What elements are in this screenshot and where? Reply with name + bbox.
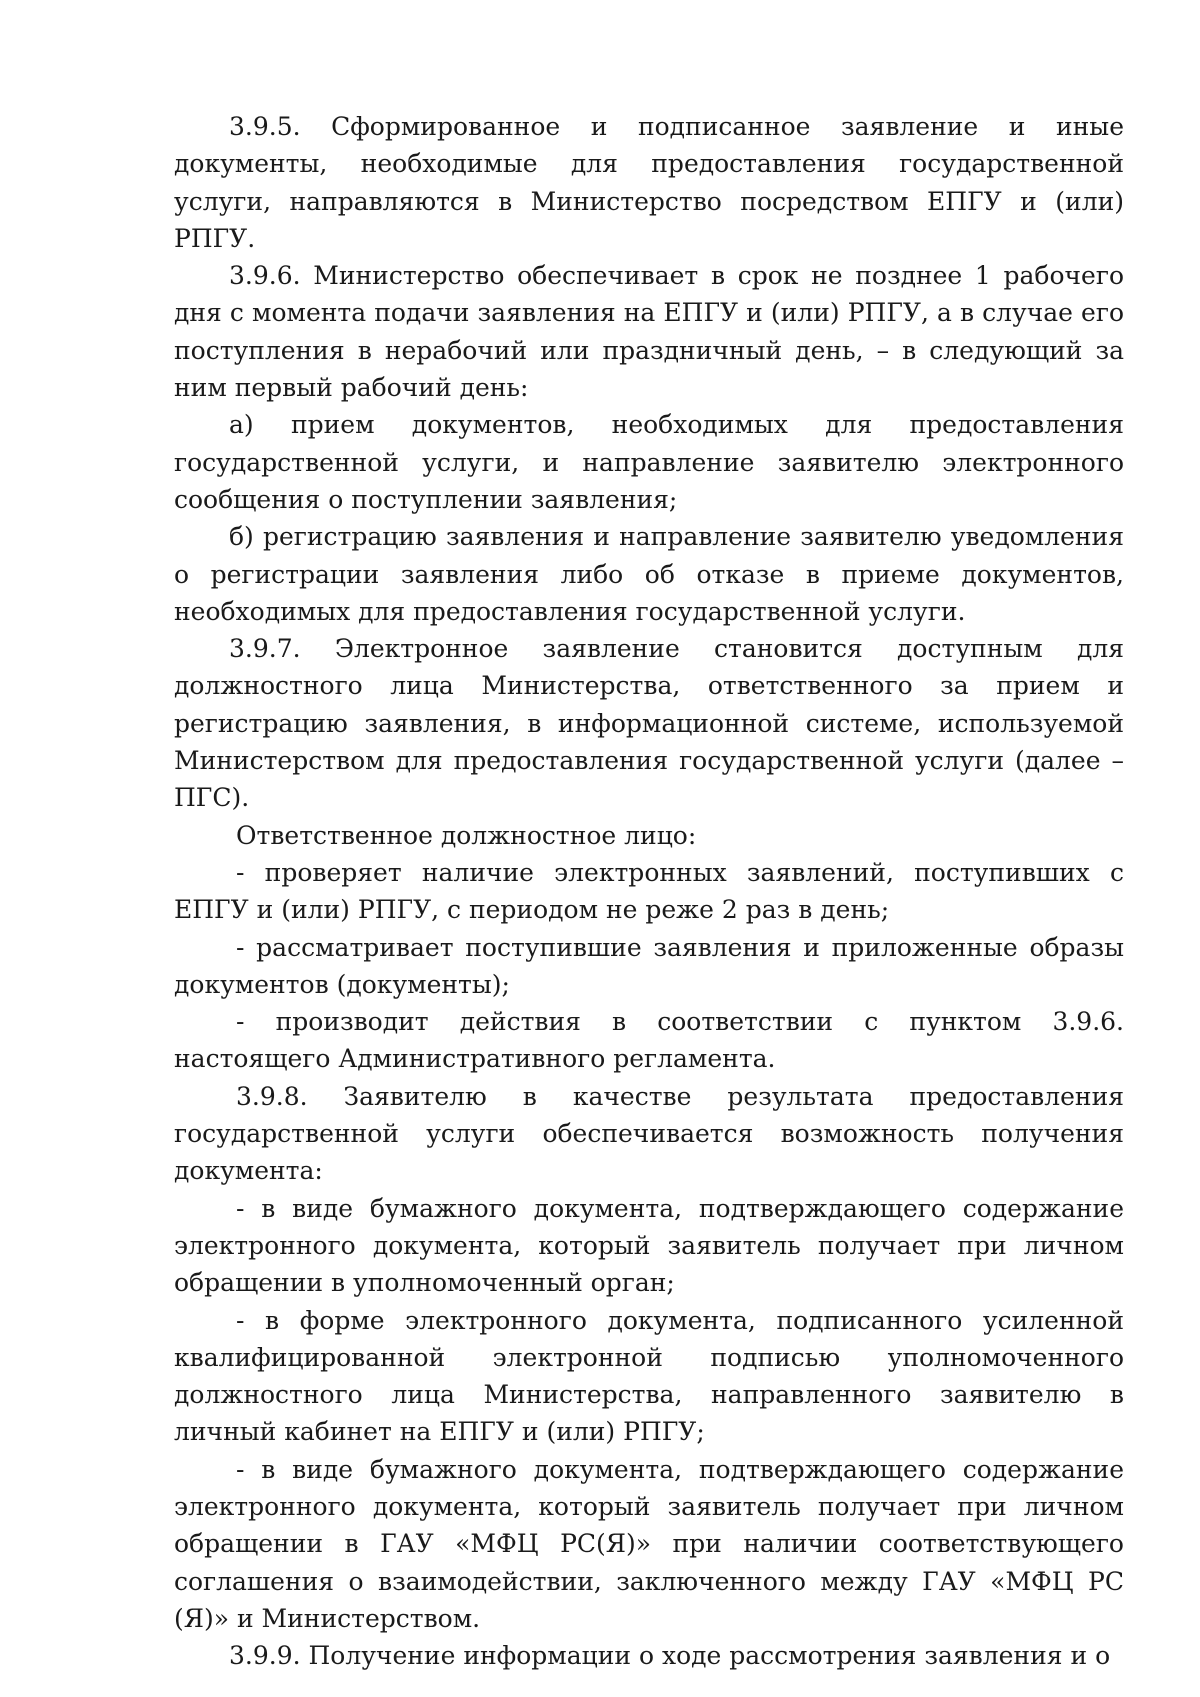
dash-item-check: - проверяет наличие электронных заявлений, поступивших с ЕПГУ и (или) РПГУ, с периодом не реже 2 раз в день; <box>174 857 1124 925</box>
dash-item-review: - рассматривает поступившие заявления и приложенные образы документов (документы); <box>174 932 1124 999</box>
dash-item-electronic: - в форме электронного документа, подписанного усиленной квалифицированной электронной подписью уполномоченного должностного лица Министерства, направленного заявителю в личный кабинет на ЕПГУ и (или) РПГУ; <box>174 1305 1124 1447</box>
dash-item-actions: - производит действия в соответствии с пунктом 3.9.6. настоящего Административного регламента. <box>174 1007 1124 1074</box>
paragraph-3-9-6: 3.9.6. Министерство обеспечивает в срок не позднее 1 рабочего дня с момента подачи заявления на ЕПГУ и (или) РПГУ, а в случае его поступления в нерабочий или праздничный день, – в следующий за ним первый рабочий день: <box>174 261 1124 403</box>
responsible-person-heading: Ответственное должностное лицо: <box>236 820 697 850</box>
list-item-b: б) регистрацию заявления и направление заявителю уведомления о регистрации заявления либо об отказе в приеме документов, необходимых для предоставления государственной услуги. <box>174 522 1124 626</box>
paragraph-3-9-8: 3.9.8. Заявителю в качестве результата предоставления государственной услуги обеспечивается возможность получения документа: <box>174 1081 1124 1186</box>
dash-item-paper-mfc: - в виде бумажного документа, подтверждающего содержание электронного документа, который заявитель получает при личном обращении в ГАУ «МФЦ РС(Я)» при наличии соответствующего соглашения о взаимодействии, заключенного между ГАУ «МФЦ РС (Я)» и Министерством. <box>174 1454 1124 1633</box>
list-item-a: а) прием документов, необходимых для предоставления государственной услуги, и направление заявителю электронного сообщения о поступлении заявления; <box>174 410 1124 514</box>
paragraph-3-9-7: 3.9.7. Электронное заявление становится доступным для должностного лица Министерства, ответственного за прием и регистрацию заявления, в информационной системе, используемой Министерством для предоставления государственной услуги (далее – ПГС). <box>174 634 1124 813</box>
paragraph-3-9-9: 3.9.9. Получение информации о ходе рассмотрения заявления и о <box>229 1641 1111 1671</box>
dash-item-paper-authority: - в виде бумажного документа, подтверждающего содержание электронного документа, который заявитель получает при личном обращении в уполномоченный орган; <box>174 1193 1124 1298</box>
paragraph-3-9-5: 3.9.5. Сформированное и подписанное заявление и иные документы, необходимые для предоставления государственной услуги, направляются в Министерство посредством ЕПГУ и (или) РПГУ. <box>174 112 1124 253</box>
document-body <box>174 108 1124 1674</box>
